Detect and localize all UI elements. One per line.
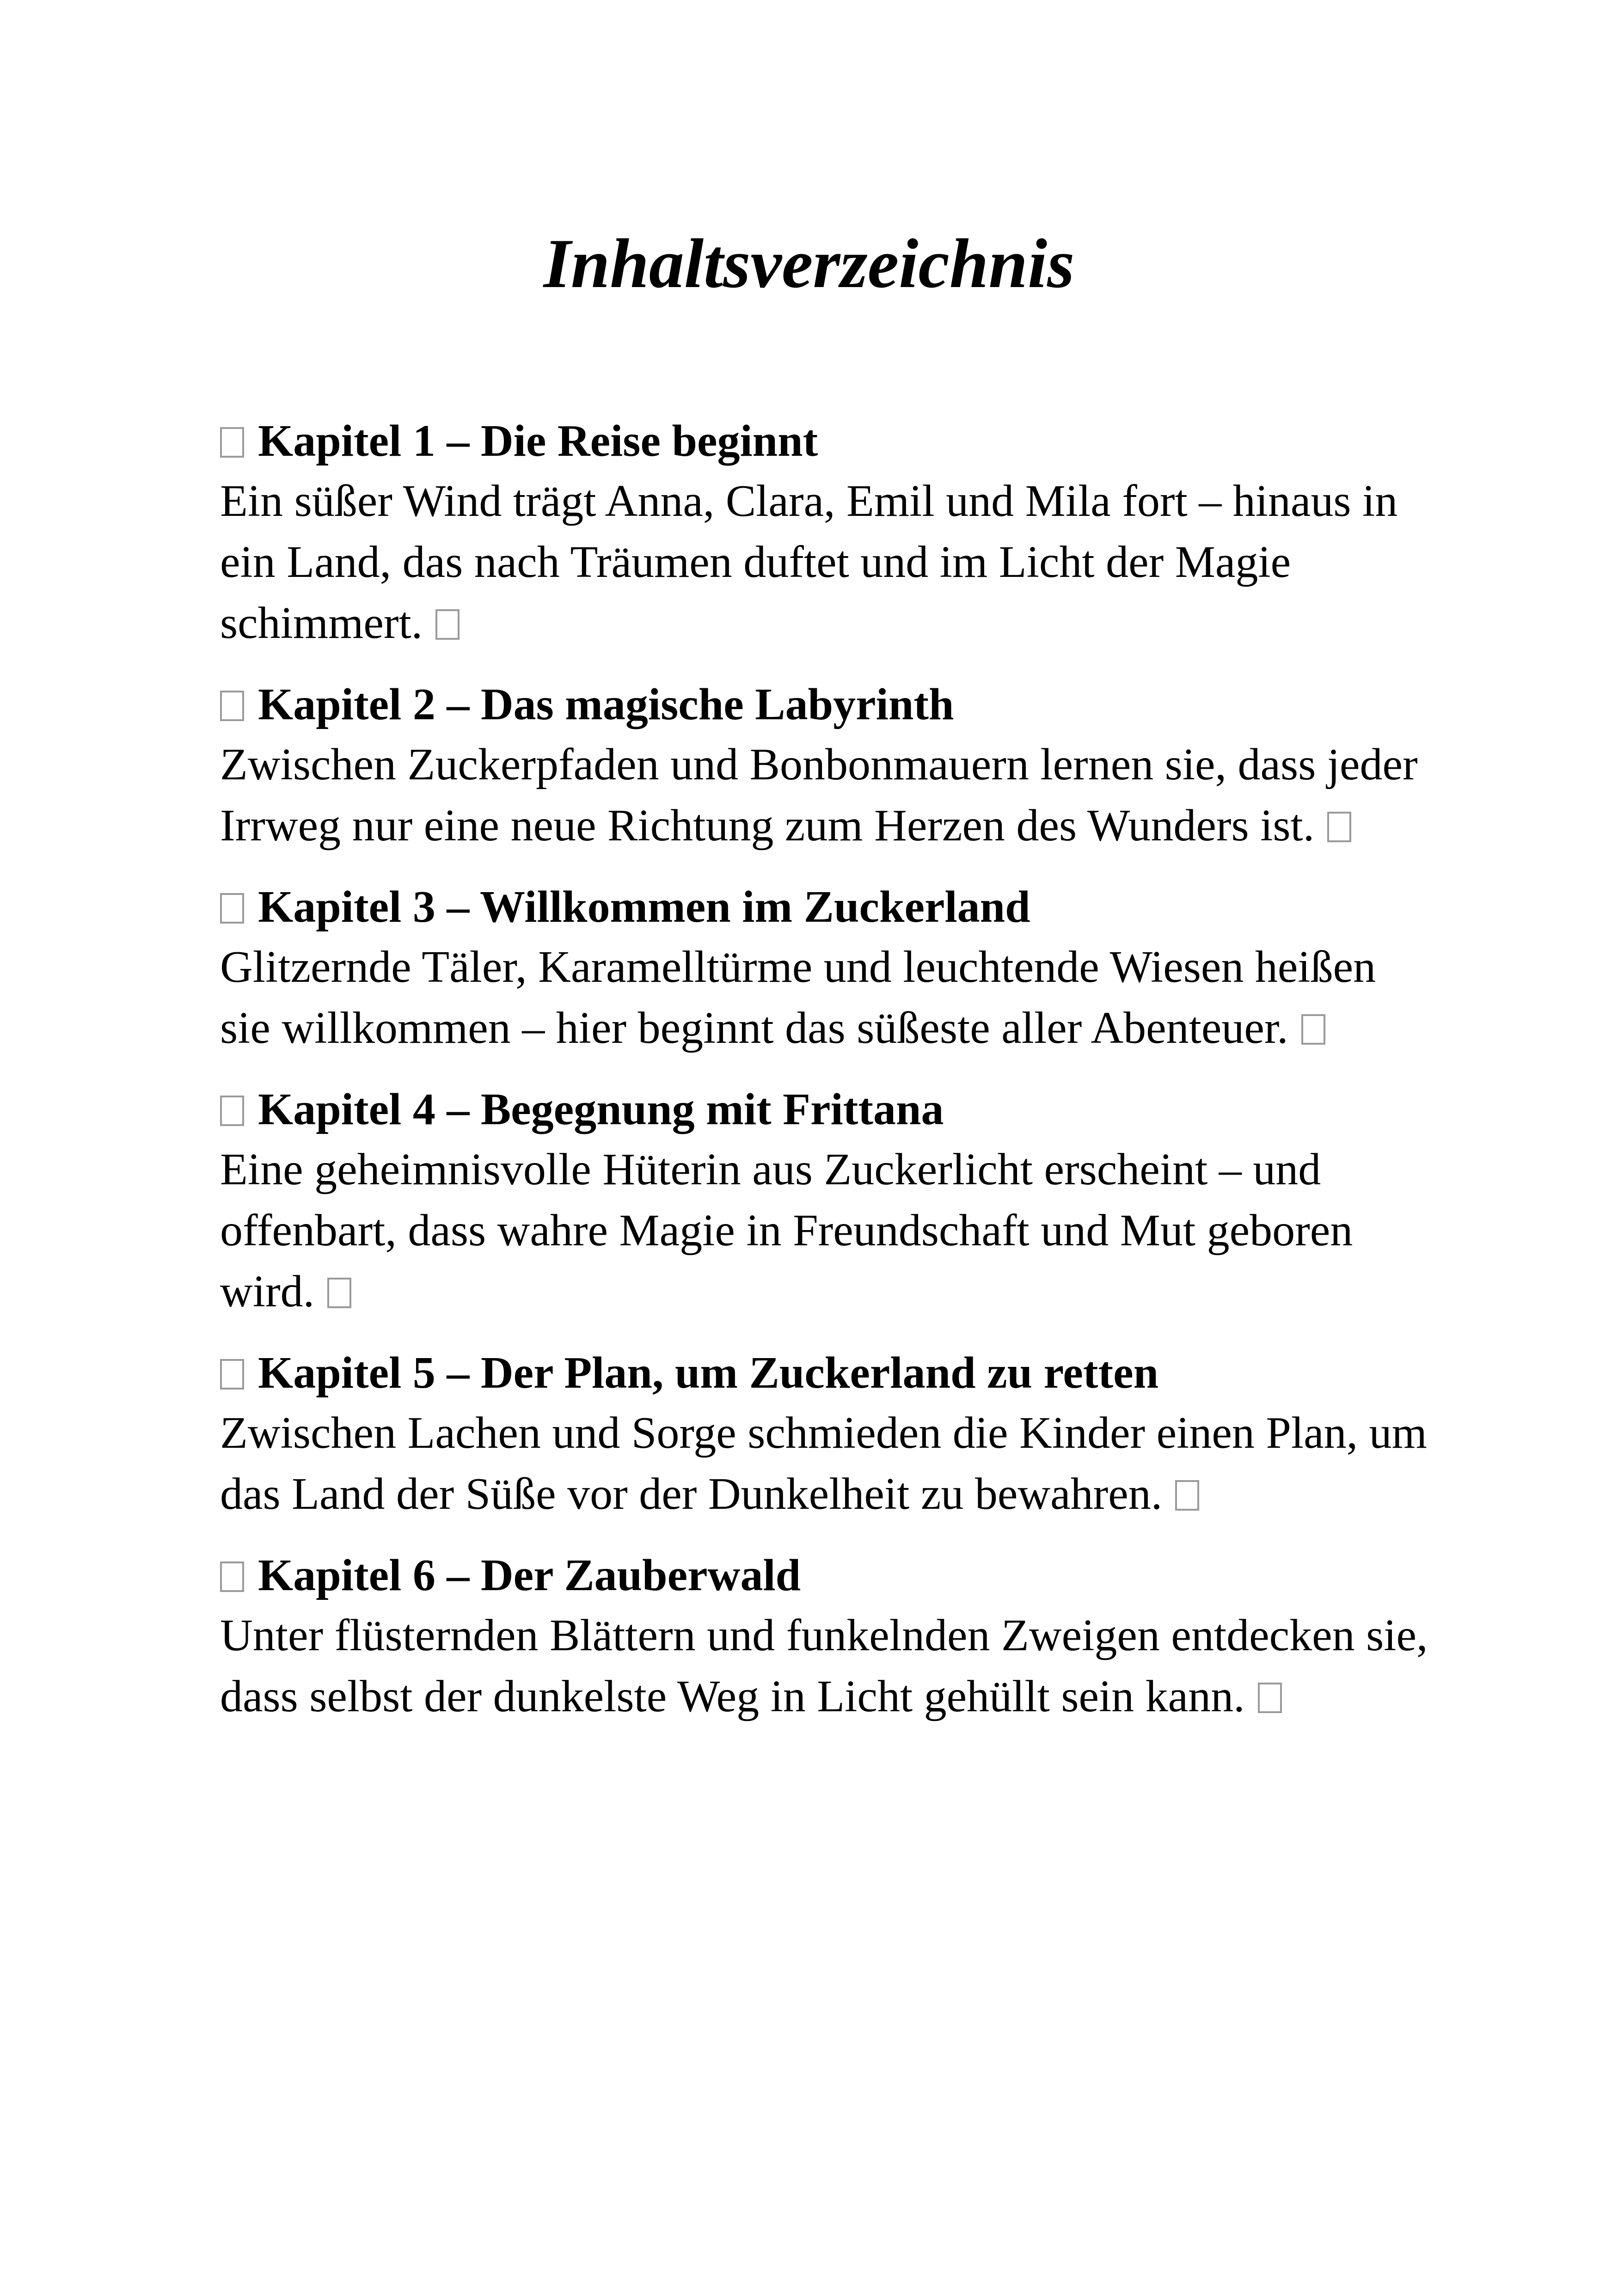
chapter-description-text: Glitzernde Täler, Karamelltürme und leuchtende Wiesen heißen sie willkommen – hier beginnt das süßeste aller Abenteuer. xyxy=(220,942,1376,1053)
chapter-heading xyxy=(220,1080,1431,1139)
missing-glyph-icon xyxy=(220,893,244,924)
chapter-heading xyxy=(220,411,1431,471)
chapter-title: Kapitel 3 – Willkommen im Zuckerland xyxy=(258,882,1030,932)
missing-glyph-icon xyxy=(1327,812,1351,842)
chapter-description-text: Eine geheimnisvolle Hüterin aus Zuckerlicht erscheint – und offenbart, dass wahre Magie in Freundschaft und Mut geboren wird. xyxy=(220,1145,1353,1316)
chapter-heading xyxy=(220,1343,1431,1402)
missing-glyph-icon xyxy=(435,609,460,640)
missing-glyph-icon xyxy=(220,1561,244,1592)
chapter-title: Kapitel 6 – Der Zauberwald xyxy=(258,1550,801,1600)
toc-entry-5 xyxy=(220,1343,1431,1525)
missing-glyph-icon xyxy=(220,1096,244,1126)
missing-glyph-icon xyxy=(220,691,244,721)
chapter-description-text: Ein süßer Wind trägt Anna, Clara, Emil und Mila fort – hinaus in ein Land, das nach Träumen duftet und im Licht der Magie schimmert. xyxy=(220,476,1398,648)
chapter-description xyxy=(220,1139,1431,1322)
chapter-description-text: Unter flüsternden Blättern und funkelnden Zweigen entdecken sie, dass selbst der dunkelste Weg in Licht gehüllt sein kann. xyxy=(220,1610,1428,1721)
chapter-description xyxy=(220,937,1431,1059)
missing-glyph-icon xyxy=(1258,1683,1282,1713)
chapter-title: Kapitel 5 – Der Plan, um Zuckerland zu retten xyxy=(258,1348,1159,1398)
missing-glyph-icon xyxy=(1301,1014,1325,1045)
chapter-title: Kapitel 2 – Das magische Labyrinth xyxy=(258,680,954,729)
chapter-description xyxy=(220,1605,1431,1727)
chapter-description xyxy=(220,1402,1431,1525)
missing-glyph-icon xyxy=(220,427,244,458)
toc-entry-3 xyxy=(220,877,1431,1059)
chapter-description xyxy=(220,734,1431,856)
toc-entry-1 xyxy=(220,411,1431,654)
chapter-heading xyxy=(220,1546,1431,1605)
chapter-description xyxy=(220,471,1431,654)
chapter-description-text: Zwischen Lachen und Sorge schmieden die Kinder einen Plan, um das Land der Süße vor der Dunkelheit zu bewahren. xyxy=(220,1408,1427,1519)
chapter-heading xyxy=(220,675,1431,734)
page-title: Inhaltsverzeichnis xyxy=(543,225,1075,302)
missing-glyph-icon xyxy=(327,1278,351,1308)
chapter-heading xyxy=(220,877,1431,937)
missing-glyph-icon xyxy=(220,1359,244,1390)
table-of-contents xyxy=(220,411,1431,1748)
toc-entry-6 xyxy=(220,1546,1431,1727)
toc-entry-4 xyxy=(220,1080,1431,1322)
chapter-title: Kapitel 1 – Die Reise beginnt xyxy=(258,416,818,466)
chapter-description-text: Zwischen Zuckerpfaden und Bonbonmauern lernen sie, dass jeder Irrweg nur eine neue Richtung zum Herzen des Wunders ist. xyxy=(220,740,1418,851)
missing-glyph-icon xyxy=(1175,1480,1199,1511)
toc-entry-2 xyxy=(220,675,1431,856)
chapter-title: Kapitel 4 – Begegnung mit Frittana xyxy=(258,1084,944,1134)
